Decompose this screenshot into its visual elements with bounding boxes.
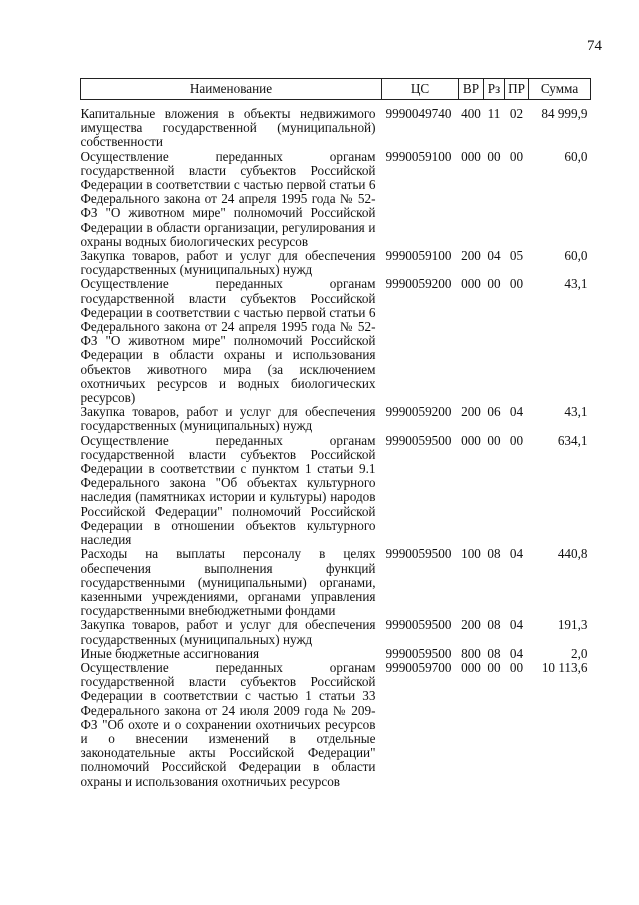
row-cs: 9990059500 — [385, 433, 452, 448]
row-vr: 200 — [461, 249, 481, 264]
table-row — [81, 150, 591, 249]
table-row — [81, 547, 591, 618]
row-rz: 11 — [487, 106, 501, 121]
row-name: Осуществление переданных органам государственной власти субъектов Российской Федерации в соответствии с частью первой статьи 6 Федерального закона от 24 апреля 1995 года № 52-ФЗ "О животном мире" полномочий Российской Федерации в области охраны и использования объектов животного мира (за исключением охотничьих ресурсов и водных биологических ресурсов) — [80, 277, 376, 406]
row-cs: 9990059500 — [385, 646, 452, 661]
row-sum: 634,1 — [557, 433, 588, 448]
header-rz: Рз — [484, 79, 505, 100]
row-pr: 04 — [509, 547, 524, 562]
row-cs: 9990059200 — [385, 277, 452, 292]
row-cs: 9990059500 — [385, 618, 452, 633]
row-vr: 800 — [461, 646, 481, 661]
row-rz: 00 — [487, 277, 501, 292]
row-vr: 200 — [461, 618, 481, 633]
header-sum: Сумма — [529, 79, 591, 100]
table-row — [81, 405, 591, 433]
table-body — [81, 100, 591, 789]
row-vr: 100 — [461, 547, 481, 562]
row-rz: 08 — [487, 618, 501, 633]
header-name: Наименование — [81, 79, 382, 100]
row-vr: 000 — [461, 660, 481, 675]
row-name: Закупка товаров, работ и услуг для обеспечения государственных (муниципальных) нужд — [80, 405, 376, 434]
page-number: 74 — [587, 38, 602, 54]
row-cs: 9990059100 — [385, 249, 452, 264]
row-cs: 9990059200 — [385, 405, 452, 420]
row-cs: 9990059700 — [385, 660, 452, 675]
table-row — [81, 647, 591, 661]
row-cs: 9990059100 — [385, 149, 452, 164]
row-pr: 00 — [509, 660, 524, 675]
row-pr: 05 — [509, 249, 524, 264]
row-name: Осуществление переданных органам государственной власти субъектов Российской Федерации в соответствии с пунктом 1 статьи 9.1 Федерального закона "Об объектах культурного наследия (памятниках истории и культуры) народов Российской Федерации" полномочий Российской Федерации в отношении объектов культурного наследия — [80, 433, 376, 548]
row-sum: 60,0 — [564, 249, 588, 264]
row-pr: 02 — [509, 106, 524, 121]
row-vr: 400 — [461, 106, 481, 121]
header-vr: ВР — [459, 79, 484, 100]
row-name: Расходы на выплаты персоналу в целях обеспечения выполнения функций государственными (муниципальными) органами, казенными учреждениями, органами управления государственными внебюджетными фондами — [80, 547, 376, 619]
table-row — [81, 249, 591, 277]
row-rz: 00 — [487, 433, 501, 448]
row-sum: 191,3 — [557, 618, 588, 633]
budget-table — [80, 78, 591, 789]
row-sum: 84 999,9 — [541, 106, 588, 121]
row-pr: 04 — [509, 405, 524, 420]
row-vr: 000 — [461, 433, 481, 448]
row-vr: 000 — [461, 277, 481, 292]
row-vr: 000 — [461, 149, 481, 164]
table-header-row — [81, 79, 591, 100]
row-sum: 43,1 — [564, 405, 588, 420]
row-rz: 00 — [487, 149, 501, 164]
row-vr: 200 — [461, 405, 481, 420]
row-name: Осуществление переданных органам государственной власти субъектов Российской Федерации в соответствии с частью 1 статьи 33 Федерального закона от 24 июля 2009 года № 209-ФЗ "Об охоте и о сохранении охотничьих ресурсов и о внесении изменений в отдельные законодательные акты Российской Федерации" полномочий Российской Федерации в области охраны и использования охотничьих ресурсов — [80, 660, 376, 789]
row-pr: 00 — [509, 149, 524, 164]
row-sum: 2,0 — [571, 646, 588, 661]
row-name: Закупка товаров, работ и услуг для обеспечения государственных (муниципальных) нужд — [80, 618, 376, 647]
row-pr: 04 — [509, 618, 524, 633]
row-rz: 08 — [487, 646, 501, 661]
row-sum: 60,0 — [564, 149, 588, 164]
table-row — [81, 618, 591, 646]
row-rz: 04 — [487, 249, 501, 264]
row-sum: 440,8 — [557, 547, 588, 562]
row-sum: 10 113,6 — [541, 660, 588, 675]
row-rz: 00 — [487, 660, 501, 675]
row-name: Осуществление переданных органам государственной власти субъектов Российской Федерации в соответствии с частью первой статьи 6 Федерального закона от 24 апреля 1995 года № 52-ФЗ "О животном мире" полномочий Российской Федерации в области организации, регулирования и охраны водных биологических ресурсов — [80, 149, 376, 249]
row-pr: 00 — [509, 433, 524, 448]
row-name: Капитальные вложения в объекты недвижимого имущества государственной (муниципальной) собственности — [80, 106, 376, 150]
row-rz: 08 — [487, 547, 501, 562]
header-cs: ЦС — [382, 79, 459, 100]
row-sum: 43,1 — [564, 277, 588, 292]
row-rz: 06 — [487, 405, 501, 420]
row-pr: 04 — [509, 646, 524, 661]
row-name: Иные бюджетные ассигнования — [80, 646, 260, 661]
row-name: Закупка товаров, работ и услуг для обеспечения государственных (муниципальных) нужд — [80, 249, 376, 278]
header-pr: ПР — [505, 79, 529, 100]
table-row — [81, 434, 591, 548]
table-header — [81, 79, 591, 100]
table-row — [81, 100, 591, 150]
table-row — [81, 661, 591, 789]
row-pr: 00 — [509, 277, 524, 292]
row-cs: 9990049740 — [385, 106, 452, 121]
table-row — [81, 277, 591, 405]
row-cs: 9990059500 — [385, 547, 452, 562]
